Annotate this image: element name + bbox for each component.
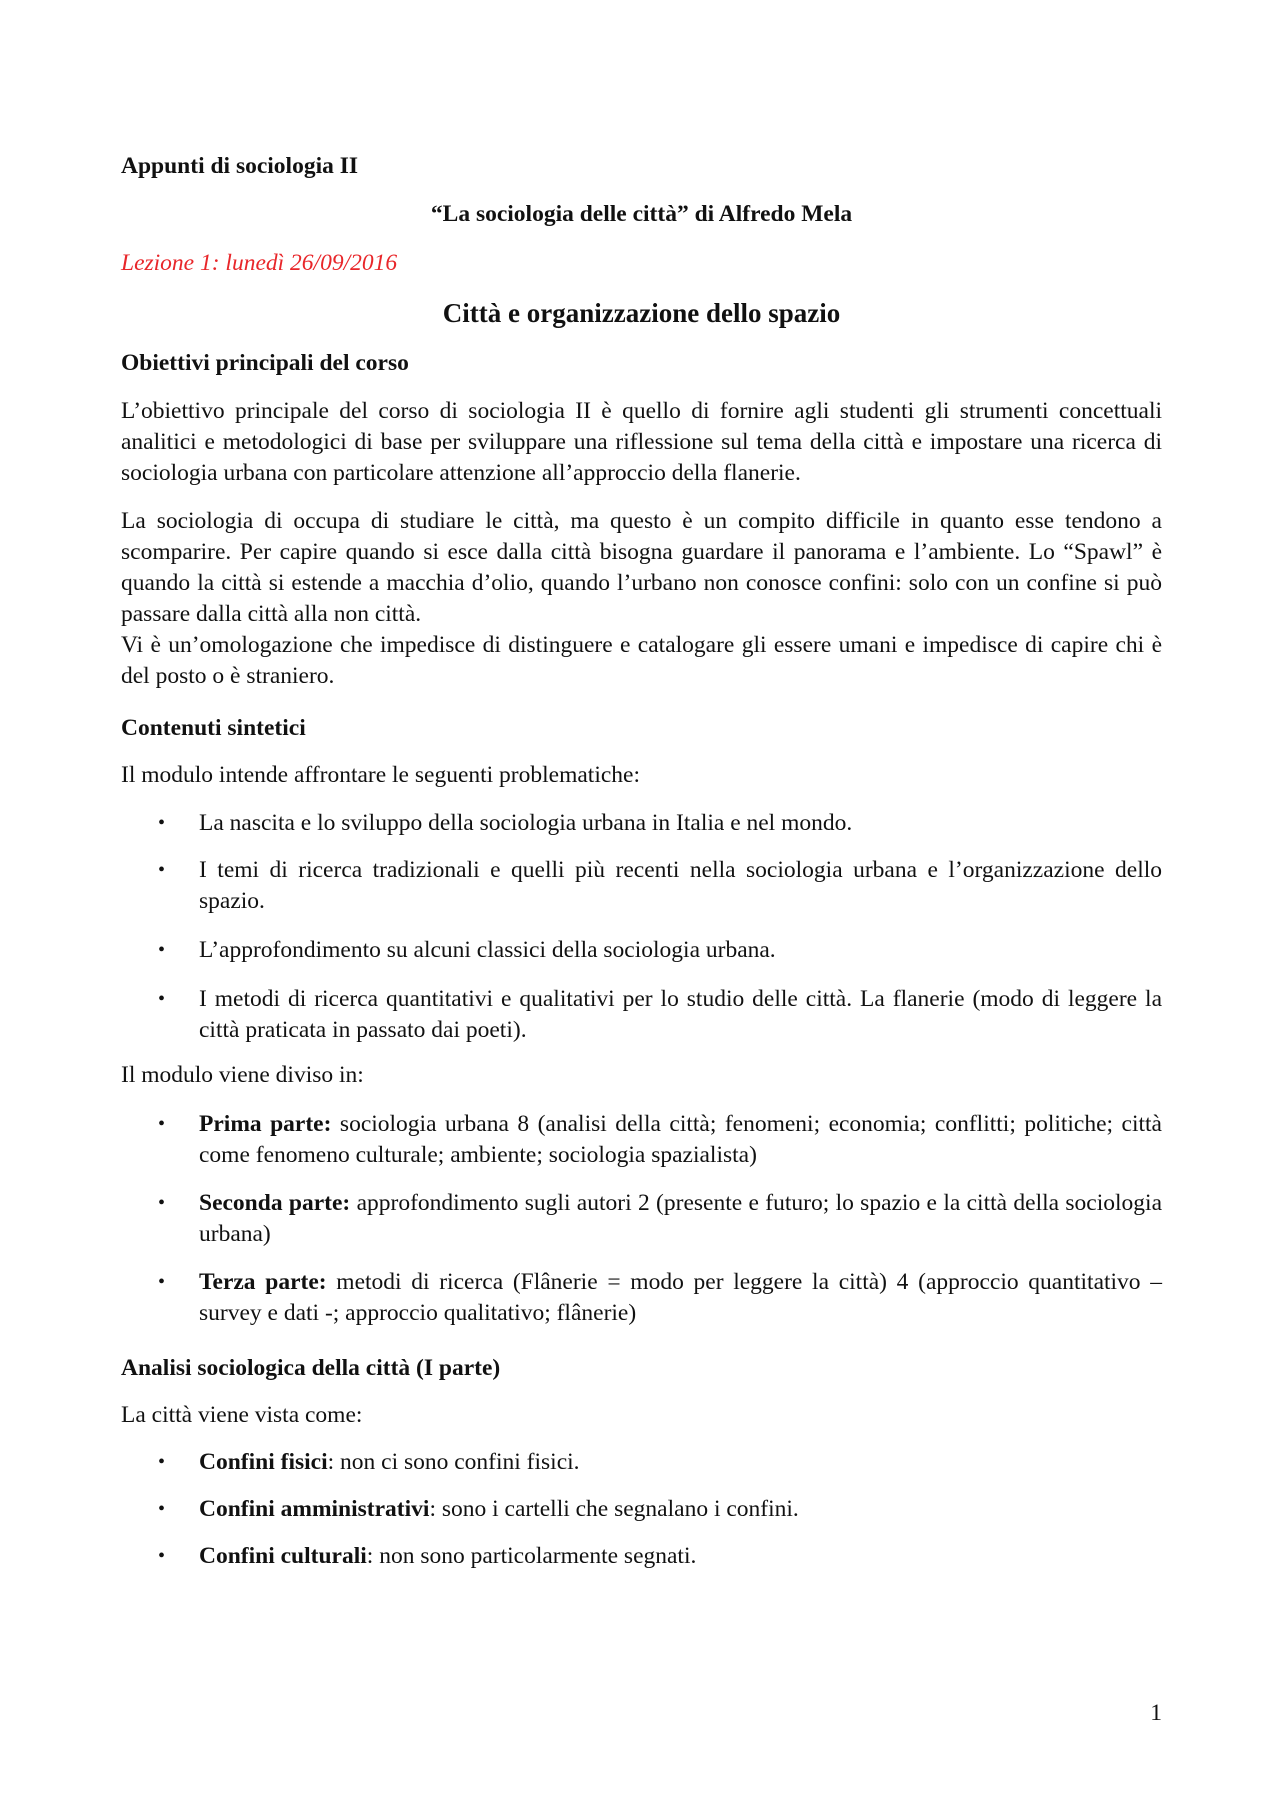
list-item: • Confini fisici: non ci sono confini fisici. bbox=[121, 1447, 1162, 1478]
bullet-icon: • bbox=[158, 1545, 166, 1567]
list-item: • Confini amministrativi: sono i cartelli che segnalano i confini. bbox=[121, 1494, 1162, 1525]
paragraph-omologazione: Vi è un’omologazione che impedisce di distinguere e catalogare gli essere umani e impedisce di capire chi è del posto o è straniero. bbox=[121, 632, 1162, 689]
part-label: Seconda parte: bbox=[199, 1190, 351, 1216]
bullet-icon: • bbox=[158, 939, 166, 961]
part-label: Prima parte: bbox=[199, 1111, 332, 1137]
paragraph-obiettivo: L’obiettivo principale del corso di sociologia II è quello di fornire agli studenti gli strumenti concettuali analitici e metodologici di base per sviluppare una riflessione sul tema della città e impostare una ricerca di sociologia urbana con particolare attenzione all’approccio della flanerie. bbox=[121, 398, 1162, 486]
list-item: • L’approfondimento su alcuni classici della sociologia urbana. bbox=[121, 935, 1162, 966]
page-number: 1 bbox=[1150, 1700, 1162, 1726]
bullet-icon: • bbox=[158, 859, 166, 881]
bullet-icon: • bbox=[158, 1451, 166, 1473]
confine-label: Confini amministrativi bbox=[199, 1496, 430, 1522]
bullet-icon: • bbox=[158, 1113, 166, 1135]
list-item: • Terza parte: metodi di ricerca (Flânerie = modo per leggere la città) 4 (approccio quantitativo – survey e dati -; approccio qualitativo; flânerie) bbox=[158, 1269, 1162, 1326]
parts-list bbox=[121, 1109, 1162, 1329]
list-item: • I metodi di ricerca quantitativi e qualitativi per lo studio delle città. La flanerie (modo di leggere la città praticata in passato dai poeti). bbox=[158, 986, 1162, 1043]
bullet-icon: • bbox=[158, 1498, 166, 1520]
lesson-date: Lezione 1: lunedì 26/09/2016 bbox=[121, 250, 398, 276]
confine-label: Confini culturali bbox=[199, 1543, 367, 1569]
analisi-intro: La città viene vista come: bbox=[121, 1402, 363, 1428]
confine-label: Confini fisici bbox=[199, 1449, 328, 1475]
section-heading-obiettivi: Obiettivi principali del corso bbox=[121, 350, 409, 376]
chapter-title: Città e organizzazione dello spazio bbox=[442, 298, 841, 328]
confini-list bbox=[121, 1447, 1162, 1572]
section-heading-contenuti: Contenuti sintetici bbox=[121, 715, 306, 741]
section-heading-analisi: Analisi sociologica della città (I parte) bbox=[121, 1355, 501, 1381]
list-item: • Seconda parte: approfondimento sugli autori 2 (presente e futuro; lo spazio e la città della sociologia urbana) bbox=[158, 1190, 1162, 1247]
doc-title: Appunti di sociologia II bbox=[121, 153, 359, 179]
part-label: Terza parte: bbox=[199, 1269, 327, 1295]
division-intro: Il modulo viene diviso in: bbox=[121, 1062, 364, 1088]
contenuti-intro: Il modulo intende affrontare le seguenti problematiche: bbox=[121, 762, 640, 788]
list-item: • Confini culturali: non sono particolarmente segnati. bbox=[121, 1541, 1162, 1572]
bullet-icon: • bbox=[158, 988, 166, 1010]
list-item: • Prima parte: sociologia urbana 8 (analisi della città; fenomeni; economia; conflitti; politiche; città come fenomeno culturale; ambiente; sociologia spazialista) bbox=[158, 1111, 1162, 1168]
paragraph-sociologia: La sociologia di occupa di studiare le città, ma questo è un compito difficile in quanto esse tendono a scomparire. Per capire quando si esce dalla città bisogna guardare il panorama e l’ambiente. Lo “Spawl” è quando la città si estende a macchia d’olio, quando l’urbano non conosce confini: solo con un confine si può passare dalla città alla non città. bbox=[121, 508, 1162, 627]
list-item: • I temi di ricerca tradizionali e quelli più recenti nella sociologia urbana e l’organizzazione dello spazio. bbox=[158, 857, 1162, 914]
bullet-icon: • bbox=[158, 1271, 166, 1293]
bullet-icon: • bbox=[158, 1192, 166, 1214]
document-page bbox=[121, 0, 1162, 1811]
list-item: • La nascita e lo sviluppo della sociologia urbana in Italia e nel mondo. bbox=[121, 808, 1162, 839]
bullet-icon: • bbox=[158, 812, 166, 834]
problematiche-list bbox=[121, 808, 1162, 1046]
book-title: “La sociologia delle città” di Alfredo Mela bbox=[430, 201, 853, 227]
